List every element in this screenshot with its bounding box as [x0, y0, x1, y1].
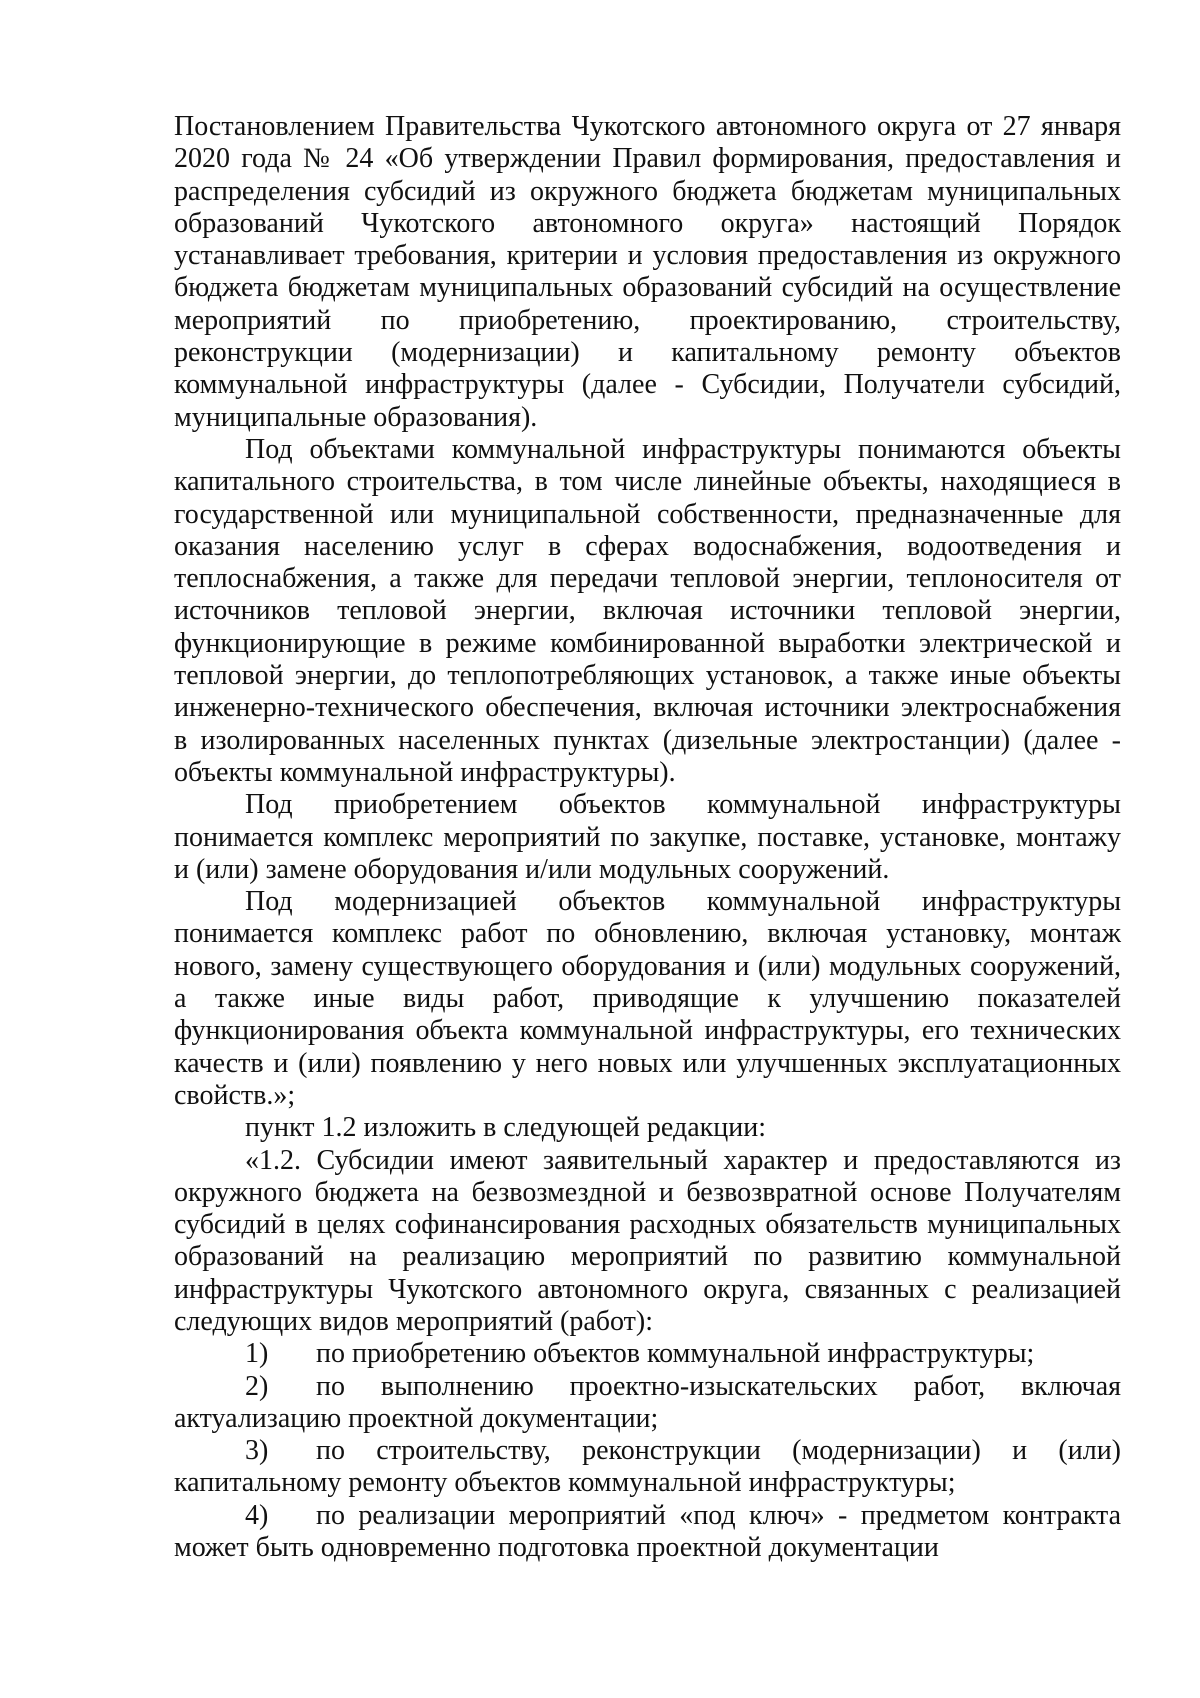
list-item — [174, 1338, 1121, 1370]
list-item-number: 3) — [245, 1435, 269, 1467]
paragraph-clause-1-2: «1.2. Субсидии имеют заявительный характер и предоставляются из окружного бюджета на безвозмездной и безвозвратной основе Получателям субсидий в целях софинансирования расходных обязательств муниципальных образований на реализацию мероприятий по развитию коммунальной инфраструктуры Чукотского автономного округа, связанных с реализацией следующих видов мероприятий (работ): — [174, 1144, 1121, 1337]
document-page — [174, 111, 1121, 1564]
list-item — [174, 1435, 1121, 1500]
list-item-number: 1) — [245, 1338, 269, 1370]
paragraph-definition-modernization: Под модернизацией объектов коммунальной инфраструктуры понимается комплекс работ по обновлению, включая установку, монтаж нового, замену существующего оборудования и (или) модульных сооружений, а также иные виды работ, приводящие к улучшению показателей функционирования объекта коммунальной инфраструктуры, его технических качеств и (или) появлению у него новых или улучшенных эксплуатационных свойств.»; — [174, 886, 1121, 1111]
list-item — [174, 1500, 1121, 1565]
list-item-text: по реализации мероприятий «под ключ» - предметом контракта может быть одновременно подготовка проектной документации — [174, 1499, 1121, 1564]
paragraph-amendment-instruction: пункт 1.2 изложить в следующей редакции: — [245, 1112, 766, 1144]
list-item — [174, 1371, 1121, 1436]
list-item-number: 4) — [245, 1499, 269, 1531]
list-item-text: по строительству, реконструкции (модернизации) и (или) капитальному ремонту объектов коммунальной инфраструктуры; — [174, 1435, 1121, 1499]
list-item-number: 2) — [245, 1370, 269, 1402]
list-item-text: по выполнению проектно-изыскательских работ, включая актуализацию проектной документации; — [174, 1370, 1121, 1434]
list-item-text: по приобретению объектов коммунальной инфраструктуры; — [316, 1338, 1035, 1370]
paragraph-definition-objects: Под объектами коммунальной инфраструктуры понимаются объекты капитального строительства, в том числе линейные объекты, находящиеся в государственной или муниципальной собственности, предназначенные для оказания населению услуг в сферах водоснабжения, водоотведения и теплоснабжения, а также для передачи тепловой энергии, теплоносителя от источников тепловой энергии, включая источники тепловой энергии, функционирующие в режиме комбинированной выработки электрической и тепловой энергии, до теплопотребляющих установок, а также иные объекты инженерно-технического обеспечения, включая источники электроснабжения в изолированных населенных пунктах (дизельные электростанции) (далее - объекты коммунальной инфраструктуры). — [174, 433, 1121, 788]
paragraph-definition-acquisition: Под приобретением объектов коммунальной инфраструктуры понимается комплекс мероприятий по закупке, поставке, установке, монтажу и (или) замене оборудования и/или модульных сооружений. — [174, 789, 1121, 885]
paragraph-intro: Постановлением Правительства Чукотского автономного округа от 27 января 2020 года № 24 «Об утверждении Правил формирования, предоставления и распределения субсидий из окружного бюджета бюджетам муниципальных образований Чукотского автономного округа» настоящий Порядок устанавливает требования, критерии и условия предоставления из окружного бюджета бюджетам муниципальных образований субсидий на осуществление мероприятий по приобретению, проектированию, строительству, реконструкции (модернизации) и капитальному ремонту объектов коммунальной инфраструктуры (далее - Субсидии, Получатели субсидий, муниципальные образования). — [174, 111, 1121, 433]
